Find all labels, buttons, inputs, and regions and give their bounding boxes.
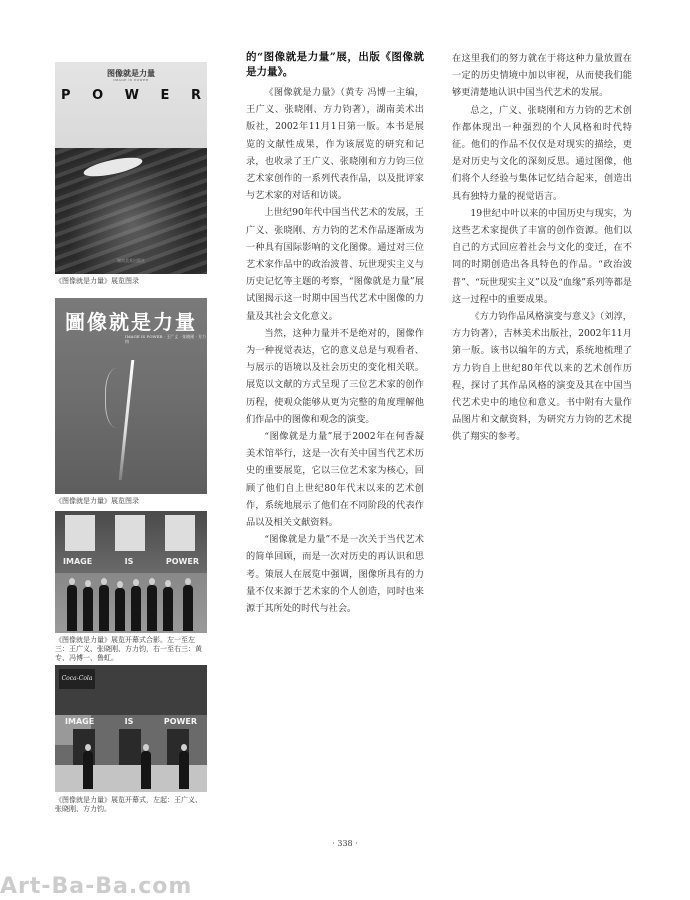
- paragraph: “图像就是力量”展于2002年在何香凝美术馆举行，这是一次有关中国当代艺术历史的重要展览，它以三位艺术家为核心，回顾了他们自上世纪80年代末以来的艺术创作，系统地展示了他们在不同阶段的代表作品以及相关文献资料。: [246, 431, 424, 529]
- exhibition-banner: [55, 717, 207, 726]
- power-letter: P: [61, 88, 71, 103]
- paragraph: 《图像就是力量》（黄专 冯博一主编，王广义、张晓刚、方力钧著），湖南美术出版社，2002年11月1日第一版。本书是展览的文献性成果，作为该展览的研究和记录，也收录了王广义、张晓刚和方力钧三位艺术家创作的一系列代表作品，以及批评家与艺术家的对话和访谈。: [246, 87, 424, 202]
- paragraph: 总之，广义、张晓刚和方力钧的艺术创作都体现出一种强烈的个人风格和时代特征。他们的作品不仅仅是对现实的描绘，更是对历史与文化的深刻反思。通过图像，他们将个人经验与集体记忆结合起来，创造出具有独特力量的视觉语言。: [452, 104, 632, 202]
- text-column-left: [246, 50, 424, 617]
- poster: [165, 515, 195, 551]
- power-letter: W: [124, 88, 139, 103]
- cover-title: 图像就是力量: [107, 69, 155, 78]
- power-letter: R: [190, 88, 201, 103]
- paragraph: 在这里我们的努力就在于将这种力量放置在一定的历史情境中加以审视，从而使我们能够更清楚地认识中国当代艺术的发展。: [452, 53, 632, 99]
- power-letter: E: [160, 88, 170, 103]
- figure-caption: 《图像就是力量》展览开幕式合影。左一至左三：王广义、张晓刚、方力钧，右一至右三：黄专、冯博一、鲁虹。: [55, 636, 202, 662]
- banner-word: IMAGE: [63, 557, 93, 566]
- paragraph: 《方力钧作品风格演变与意义》（刘淳，方力钧著），吉林美术出版社，2002年11月第一版。该书以编年的方式，系统地梳理了方力钧自上世纪80年代以来的艺术创作历程，探讨了其作品风格的演变及其在中国当代艺术史中的地位和意义。书中附有大量作品图片和文献资料，为研究方力钧的艺术提供了翔实的参考。: [452, 311, 632, 443]
- banner-word: POWER: [165, 557, 199, 566]
- banner-word: POWER: [163, 717, 197, 726]
- banner-word: IMAGE: [65, 717, 95, 726]
- poster: [115, 515, 145, 551]
- exhibition-photo: [55, 665, 207, 792]
- publisher-mark: 湖南美术出版社: [117, 258, 145, 263]
- text-column-right: [452, 50, 632, 446]
- paragraph: 上世纪90年代中国当代艺术的发展，王广义、张晓刚、方力钧的艺术作品逐渐成为一种具有国际影响的文化图像。通过对三位艺术家作品中的政治波普、玩世现实主义与历史记忆等主题的考察，“图像就是力量”展试图揭示这一时期中国当代艺术中图像的力量及其社会文化意义。: [246, 207, 424, 322]
- figure-caption: 《图像就是力量》展览开幕式，左起：王广义、张晓刚、方力钧。: [55, 796, 202, 813]
- exhibition-photo: [55, 511, 207, 633]
- cover-power-word: [61, 88, 201, 103]
- person: [147, 585, 157, 631]
- person: [179, 751, 189, 789]
- cover-title: 圖像就是力量: [65, 310, 197, 334]
- paragraph: 当然，这种力量并不是绝对的，图像作为一种视觉表达，它的意义总是与观看者、与展示的语境以及社会历史的变化相关联。展览以文献的方式呈现了三位艺术家的创作历程，使观众能够从更为完整的角度理解他们作品中的图像和观念的演变。: [246, 327, 424, 425]
- advertising-sign: Coca-Cola: [59, 669, 95, 689]
- site-watermark: Art-Ba-Ba.com: [0, 874, 193, 899]
- exhibition-banner: [55, 557, 207, 566]
- section-heading: 的“图像就是力量”展，出版《图像就是力量》。: [246, 51, 424, 78]
- person: [99, 585, 109, 631]
- poster: [65, 515, 95, 551]
- person: [163, 587, 173, 631]
- figure-caption: 《图像就是力量》展览图录: [55, 277, 139, 285]
- book-cover-image: [55, 62, 207, 274]
- person: [183, 585, 193, 631]
- doorway: [119, 729, 141, 765]
- banner-word: IS: [124, 557, 134, 566]
- person: [115, 588, 125, 631]
- page-number: · 338 ·: [332, 839, 358, 848]
- cover-subtitle: IMAGE IS POWER · 王广义 · 张晓刚 · 方力钧: [125, 334, 206, 344]
- person: [83, 751, 93, 789]
- figure-caption: 《图像就是力量》展览图录: [55, 497, 139, 505]
- banner-word: IS: [124, 717, 134, 726]
- book-cover-image: [55, 298, 207, 494]
- person: [131, 586, 141, 631]
- person: [141, 751, 151, 789]
- person: [83, 587, 93, 631]
- person: [67, 585, 77, 631]
- paragraph: 19世纪中叶以来的中国历史与现实，为这些艺术家提供了丰富的创作资源。他们以自己的方式回应着社会与文化的变迁，在不同的时期创造出各具特色的作品。“政治波普”、“玩世现实主义”以及“血缘”系列等都是这一过程中的重要成果。: [452, 207, 632, 305]
- power-letter: O: [92, 88, 104, 103]
- paragraph: “图像就是力量”不是一次关于当代艺术的简单回顾，而是一次对历史的再认识和思考。策展人在展览中强调，图像所具有的力量不仅来源于艺术家的个人创造，同时也来源于其所处的时代与社会。: [246, 534, 424, 615]
- cover-subtitle: IMAGE IS POWER: [113, 78, 149, 82]
